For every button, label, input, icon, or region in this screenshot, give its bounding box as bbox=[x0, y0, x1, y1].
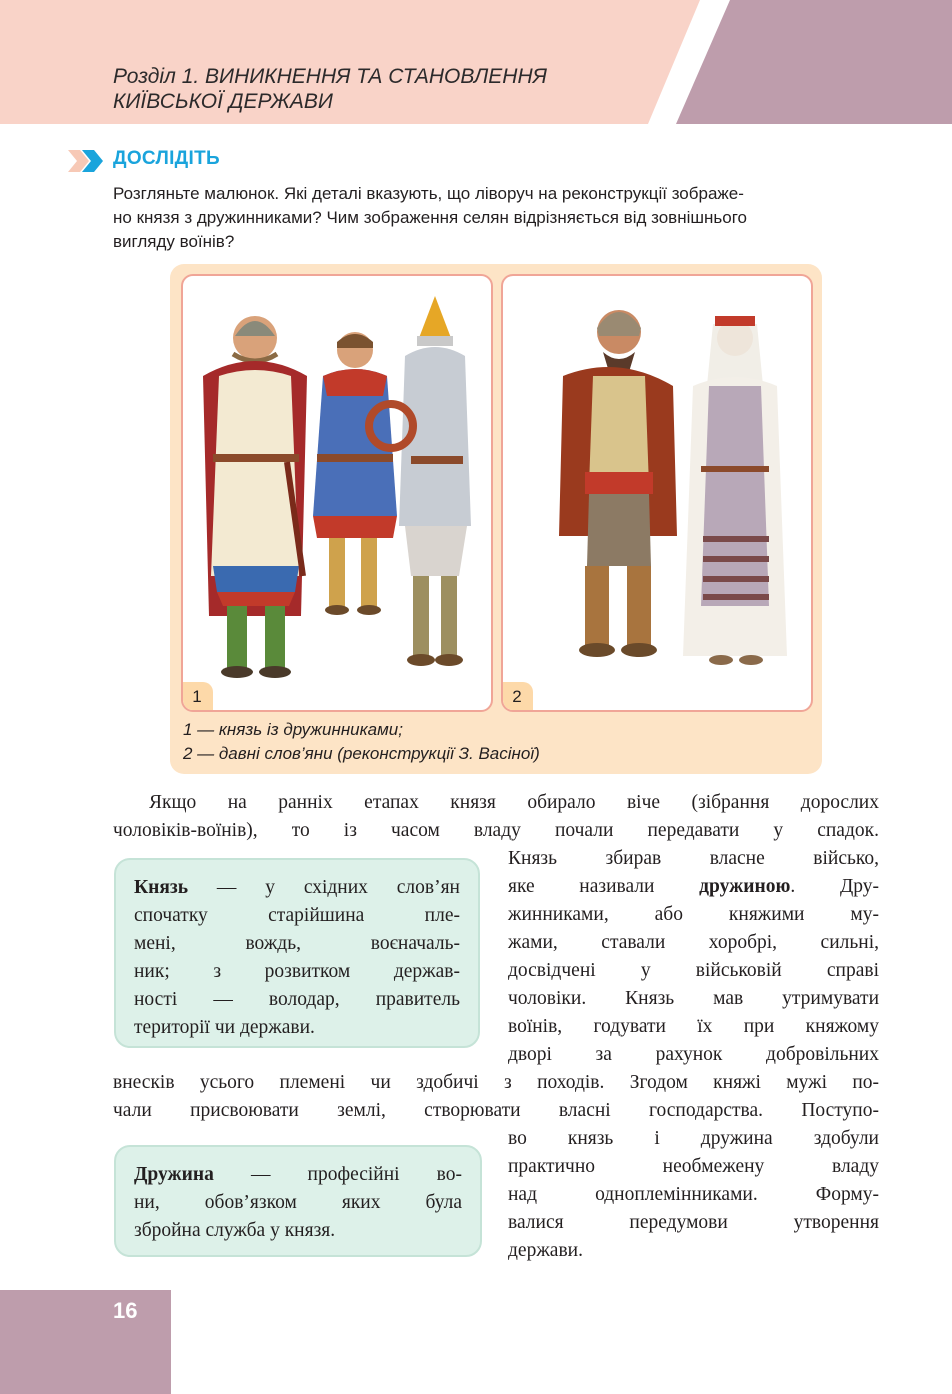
figure-number-1: 1 bbox=[181, 682, 213, 712]
definition-line: мені, вождь, воєначаль- bbox=[134, 933, 460, 954]
paragraph-full-width bbox=[113, 1069, 879, 1125]
page-number-tab bbox=[0, 1290, 171, 1394]
research-line: Розгляньте малюнок. Які деталі вказують, що ліворуч на реконструкції зображе- bbox=[113, 184, 744, 203]
prince-and-warriors-illustration bbox=[183, 276, 491, 710]
research-heading: ДОСЛІДІТЬ bbox=[113, 148, 220, 169]
text-line: внесків усього племені чи здобичі з походів. Згодом княжі мужі по- bbox=[113, 1072, 879, 1093]
text-line: яке називали дружиною. Дру- bbox=[508, 876, 879, 897]
chapter-title bbox=[113, 64, 673, 114]
text-line: дворі за рахунок добровільних bbox=[508, 1044, 879, 1065]
definition-line: території чи держави. bbox=[134, 1017, 315, 1038]
definition-line: Князь — у східних слов’ян bbox=[134, 877, 460, 898]
definition-term: Дружина bbox=[134, 1164, 214, 1185]
text-line: Якщо на ранніх етапах князя обирало віче (зібрання дорослих bbox=[149, 792, 879, 813]
definition-line: Дружина — професійні во- bbox=[134, 1164, 462, 1185]
caption-line: 1 — князь із дружинниками; bbox=[183, 720, 403, 739]
ancient-slavs-illustration bbox=[503, 276, 811, 710]
illustration-panel-2 bbox=[501, 274, 813, 712]
caption-line: 2 — давні слов’яни (реконструкції З. Васіної) bbox=[183, 744, 540, 763]
text-line: практично необмежену владу bbox=[508, 1156, 879, 1177]
definition-line: збройна служба у князя. bbox=[134, 1220, 336, 1241]
bold-term: дружиною bbox=[699, 876, 791, 897]
text-line: досвідчені у військовій справі bbox=[508, 960, 879, 981]
double-chevron-right-icon bbox=[68, 150, 104, 172]
definition-line: ни, обов’язком яких була bbox=[134, 1192, 462, 1213]
text-line: жинниками, або княжими му- bbox=[508, 904, 879, 925]
research-line: но князя з дружинниками? Чим зображення селян відрізняється від зовнішнього bbox=[113, 208, 747, 227]
figure-caption bbox=[183, 718, 813, 766]
chapter-title-line2: КИЇВСЬКОЇ ДЕРЖАВИ bbox=[113, 90, 333, 113]
illustration-panel-1 bbox=[181, 274, 493, 712]
page-number: 16 bbox=[113, 1298, 138, 1323]
chapter-title-line1: Розділ 1. ВИНИКНЕННЯ ТА СТАНОВЛЕННЯ bbox=[113, 65, 547, 88]
definition-knyaz bbox=[114, 858, 480, 1048]
text-line: валися передумови утворення bbox=[508, 1212, 879, 1233]
text-line: чали присвоювати землі, створювати власні господарства. Поступо- bbox=[113, 1100, 879, 1121]
paragraph-intro bbox=[113, 789, 879, 845]
definition-line: спочатку старійшина пле- bbox=[134, 905, 460, 926]
paragraph-druzhyna-column bbox=[508, 845, 879, 1069]
text-line: чоловіків-воїнів), то із часом владу почали передавати у спадок. bbox=[113, 820, 879, 841]
research-line: вигляду воїнів? bbox=[113, 232, 235, 251]
text-line: жами, ставали хоробрі, сильні, bbox=[508, 932, 879, 953]
text-line: во князь і дружина здобули bbox=[508, 1128, 879, 1149]
research-question bbox=[113, 182, 885, 254]
text-line: держави. bbox=[508, 1240, 583, 1261]
text-line: Князь збирав власне військо, bbox=[508, 848, 879, 869]
text-line: чоловіки. Князь мав утримувати bbox=[508, 988, 879, 1009]
paragraph-state-formation bbox=[508, 1125, 879, 1265]
definition-term: Князь bbox=[134, 877, 189, 898]
definition-druzhyna bbox=[114, 1145, 482, 1257]
text-line: воїнів, годувати їх при княжому bbox=[508, 1016, 879, 1037]
text-line: над одноплемінниками. Форму- bbox=[508, 1184, 879, 1205]
definition-line: ник; з розвитком держав- bbox=[134, 961, 460, 982]
figure-number-2: 2 bbox=[501, 682, 533, 712]
definition-line: ності — володар, правитель bbox=[134, 989, 460, 1010]
